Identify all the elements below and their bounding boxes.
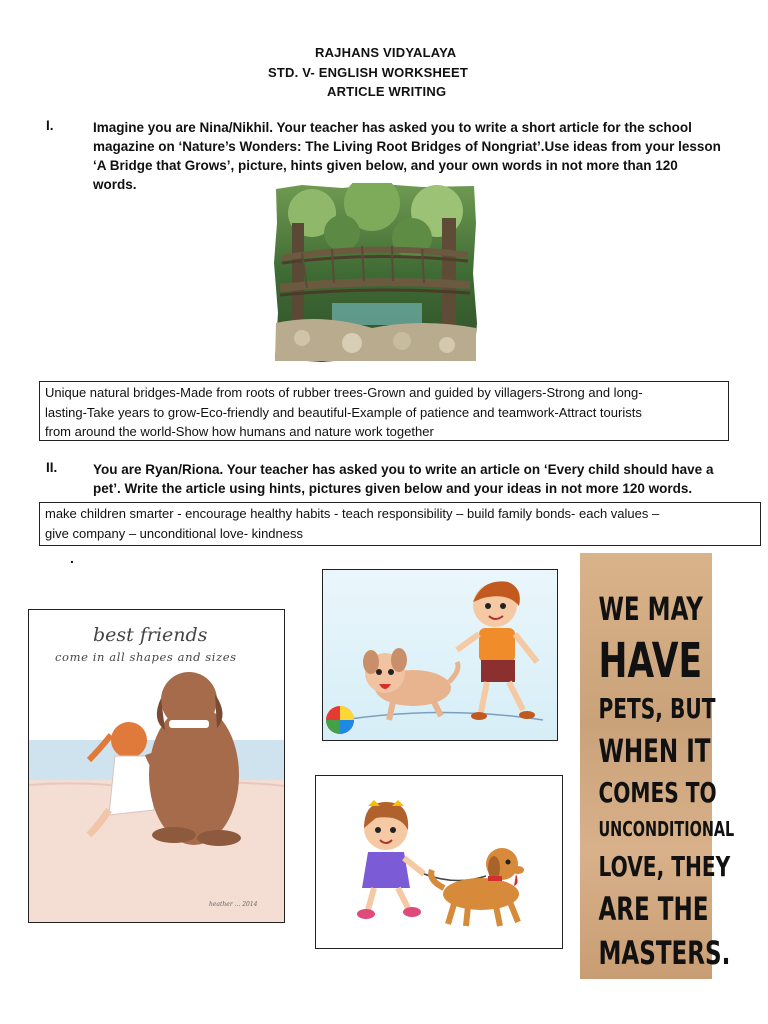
question-1-hints: Unique natural bridges-Made from roots of rubber trees-Grown and guided by villagers-Strong and long- lasting-Take years to grow-Eco-friendly and beautiful-Example of patience and teamwork-Attract tourists from around the world-Show how humans and nature work together	[39, 381, 729, 441]
question-2-text: You are Ryan/Riona. Your teacher has asked you to write an article on ‘Every child should have a pet’. Write the article using hints, pictures given below and your ideas in not more 120 words.	[93, 462, 714, 496]
poster-line: WE MAY	[598, 590, 703, 628]
pet-love-quote-poster	[580, 553, 735, 979]
poster-line: LOVE, THEY	[598, 850, 731, 883]
worksheet-title: STD. V- ENGLISH WORKSHEET	[268, 65, 469, 80]
question-1-number: I.	[46, 118, 54, 133]
school-name: RAJHANS VIDYALAYA	[315, 45, 457, 60]
stray-bullet: .	[70, 550, 74, 566]
poster-line: COMES TO	[598, 776, 717, 809]
best-friends-title: best friends	[93, 624, 208, 646]
worksheet-topic: ARTICLE WRITING	[327, 84, 447, 99]
question-2-hints: make children smarter - encourage healthy habits - teach responsibility – build family bonds- each values – give company – unconditional love- kindness	[39, 502, 761, 546]
poster-line: WHEN IT	[598, 732, 711, 770]
question-2-number: II.	[46, 460, 58, 475]
artist-signature: heather ... 2014	[209, 901, 258, 908]
boy-and-puppy-picture	[322, 569, 558, 741]
question-1-text: Imagine you are Nina/Nikhil. Your teacher has asked you to write a short article for the school magazine on ‘Nature’s Wonders: The Living Root Bridges of Nongriat’.Use ideas from your lesson ‘A Bridge that Grows’, picture, hints given below, and your own words in not more than 120 words.	[93, 120, 721, 192]
girl-walking-dog-picture	[315, 775, 563, 949]
root-bridge-photo	[272, 183, 478, 363]
best-friends-subtitle: come in all shapes and sizes	[55, 650, 237, 664]
poster-line: PETS, BUT	[598, 692, 716, 725]
poster-line: MASTERS.	[598, 934, 731, 972]
poster-line: HAVE	[598, 633, 703, 689]
poster-line: ARE THE	[598, 890, 709, 928]
poster-line: UNCONDITIONAL	[598, 817, 735, 841]
best-friends-picture	[28, 609, 285, 923]
